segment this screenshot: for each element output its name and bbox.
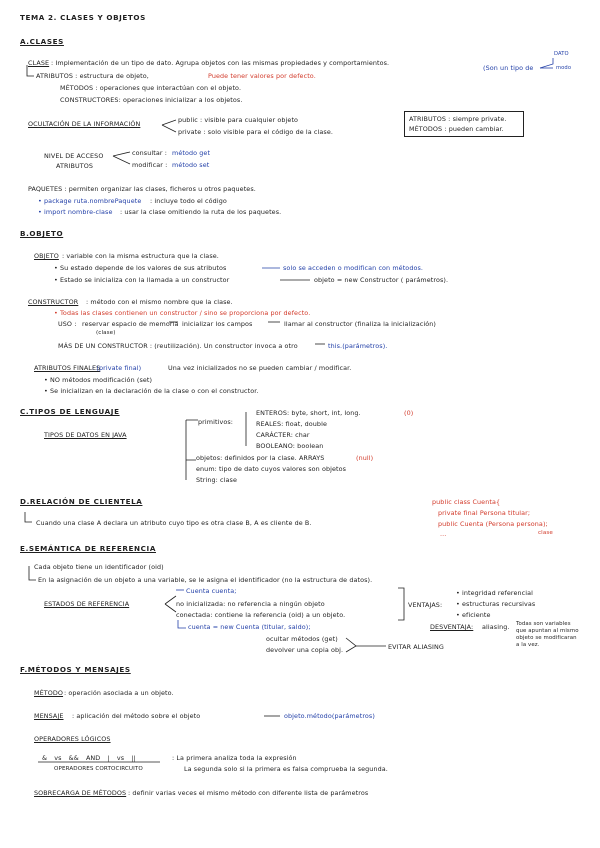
caracter: CARÁCTER: char	[256, 431, 310, 439]
sobrecarga-definition: : definir varias veces el mismo método con diferente lista de parámetros	[128, 789, 369, 797]
objeto-definition: : variable con la misma estructura que la clase.	[62, 252, 219, 260]
box-line-1: ATRIBUTOS : siempre private.	[409, 115, 507, 123]
section-c-heading: C.TIPOS DE LENGUAJE	[20, 407, 120, 416]
estado-1: • Su estado depende de los valores de sus atributos	[54, 264, 227, 272]
constructor-label: CONSTRUCTOR	[28, 298, 79, 306]
op-line-2: La segunda solo si la primera es falsa comprueba la segunda.	[184, 765, 388, 773]
finales-bullet-2: • Se inicializan en la declaración de la clase o con el constructor.	[44, 387, 259, 395]
finales-type: : (private final)	[92, 364, 142, 372]
no-inicializada: no inicializada: no referencia a ningún objeto	[176, 600, 325, 608]
import-code-text: import nombre-clase	[44, 208, 113, 216]
desventaja-label: DESVENTAJA:	[430, 623, 474, 631]
mas-de-uno: MÁS DE UN CONSTRUCTOR : (reutilización). Un constructor invoca a otro	[58, 342, 298, 350]
ventajas-label: VENTAJAS:	[408, 601, 443, 609]
mensaje-definition: : aplicación del método sobre el objeto	[72, 712, 201, 720]
atributos-line: ATRIBUTOS : estructura de objeto,	[36, 72, 149, 80]
ventaja-1: • integridad referencial	[456, 589, 534, 597]
aliasing-note-3: objeto se modificaran	[516, 635, 577, 641]
objetos-default: (null)	[356, 454, 374, 462]
conectada: conectada: contiene la referencia (oid) a un objeto.	[176, 611, 346, 619]
ocultar-metodos: ocultar métodos (get)	[266, 635, 338, 643]
constructor-note: • Todas las clases contienen un constructor / sino se proporciona por defecto.	[54, 309, 311, 317]
constructor-definition: : método con el mismo nombre que la clase.	[86, 298, 233, 306]
metodo-definition: : operación asociada a un objeto.	[64, 689, 174, 697]
metodo-set: método set	[172, 161, 210, 169]
ops-symbols: & vs && AND | vs ||	[42, 754, 136, 762]
aliasing-note-4: a la vez.	[516, 642, 540, 648]
uso-label: USO :	[58, 320, 77, 328]
finales-definition: Una vez inicializados no se pueden cambiar / modificar.	[168, 364, 352, 372]
finales-label: ATRIBUTOS FINALES	[34, 364, 101, 372]
reales: REALES: float, double	[256, 420, 327, 428]
uso-llamar: llamar al constructor (finaliza la inicialización)	[284, 320, 436, 328]
op-line-1: : La primera analiza toda la expresión	[172, 754, 297, 762]
ventaja-2: • estructuras recursivas	[456, 600, 536, 608]
estado-1-note: solo se acceden o modifican con métodos.	[283, 264, 424, 272]
clase-aside: (Son un tipo de	[483, 64, 534, 72]
atributos-word: ATRIBUTOS	[56, 162, 94, 170]
clase-definition: : Implementación de un tipo de dato. Agrupa objetos con las mismas propiedades y comportamientos.	[51, 59, 390, 67]
public-line: public : visible para cualquier objeto	[178, 116, 299, 124]
brace-ocultacion	[162, 120, 176, 132]
section-d-heading: D.RELACIÓN DE CLIENTELA	[20, 497, 143, 506]
objetos-line: objetos: definidos por la clase. ARRAYS	[196, 454, 325, 462]
devolver-copia: devolver una copia obj.	[266, 646, 344, 654]
evitar-aliasing: EVITAR ALIASING	[388, 643, 444, 651]
constructor-note-text: Todas las clases contienen un constructor / sino se proporciona por defecto.	[60, 309, 311, 317]
section-f-heading: F.MÉTODOS Y MENSAJES	[20, 665, 131, 674]
package-code-text: package ruta.nombrePaquete	[44, 197, 142, 205]
package-text: : incluye todo el código	[150, 197, 227, 205]
mensaje-label: MENSAJE	[34, 712, 64, 720]
code-line-3-clase: clase	[538, 530, 553, 536]
import-code: • import nombre-clase	[38, 208, 113, 216]
clientela-text: Cuando una clase A declara un atributo cuyo tipo es otra clase B, A es cliente de B.	[36, 519, 312, 527]
code-line-1: public class Cuenta{	[432, 498, 501, 506]
section-b-heading: B.OBJETO	[20, 229, 64, 238]
enteros-default: (0)	[404, 409, 414, 417]
box-line-2: MÉTODOS : pueden cambiar.	[409, 125, 504, 133]
asignacion-line: En la asignación de un objeto a una variable, se le asigna el identificador (no la estructura de datos).	[38, 576, 373, 584]
enteros: ENTEROS: byte, short, int, long.	[256, 409, 361, 417]
primitivos-label: primitivos:	[198, 418, 234, 426]
paquetes-line: PAQUETES : permiten organizar las clases, ficheros u otros paquetes.	[28, 185, 256, 193]
metodo-get: método get	[172, 149, 211, 157]
aliasing-word: aliasing.	[482, 623, 510, 631]
brace-ventajas	[398, 588, 404, 620]
ops-caption: OPERADORES CORTOCIRCUITO	[54, 766, 143, 772]
metodo-label: MÉTODO	[34, 689, 64, 697]
clase-label: CLASE	[28, 59, 50, 67]
atributos-note: Puede tener valores por defecto.	[208, 72, 316, 80]
code-line-2: private final Persona titular;	[438, 509, 531, 517]
package-code: • package ruta.nombrePaquete	[38, 197, 142, 205]
booleano: BOOLEANO: boolean	[256, 442, 324, 450]
aliasing-note-2: que apuntan al mismo	[516, 628, 579, 634]
modificar-label: modificar :	[132, 161, 168, 169]
operadores-label: OPERADORES LÓGICOS	[34, 735, 111, 743]
consultar-label: consultar :	[132, 149, 167, 157]
section-e-heading: E.SEMÁNTICA DE REFERENCIA	[20, 544, 156, 553]
modo-label: modo	[556, 65, 572, 71]
enum-line: enum: tipo de dato cuyos valores son objetos	[196, 465, 347, 473]
uso-text: reservar espacio de memoria	[82, 320, 179, 328]
code-line-4: ...	[440, 530, 447, 538]
ventaja-3: • eficiente	[456, 611, 491, 619]
estado-2-code: objeto = new Constructor ( parámetros).	[314, 276, 449, 284]
sobrecarga-label: SOBRECARGA DE MÉTODOS	[34, 789, 127, 797]
metodos-line: MÉTODOS : operaciones que interactúan con el objeto.	[60, 84, 242, 92]
dato-tipo: DATO	[554, 51, 569, 57]
arrow-dato	[540, 58, 553, 68]
page-title: TEMA 2. CLASES Y OBJETOS	[20, 13, 146, 22]
oid-line: Cada objeto tiene un identificador (oid)	[34, 563, 164, 571]
code-line-3: public Cuenta (Persona persona);	[438, 520, 548, 528]
arrow-cuenta-new	[178, 620, 186, 628]
estados-label: ESTADOS DE REFERENCIA	[44, 600, 130, 608]
section-a-heading: A.CLASES	[20, 37, 64, 46]
aliasing-note-1: Todas son variables	[516, 621, 571, 627]
import-text: : usar la clase omitiendo la ruta de los paquetes.	[120, 208, 282, 216]
tipos-java: TIPOS DE DATOS EN JAVA	[44, 431, 127, 439]
objeto-label: OBJETO	[34, 252, 59, 260]
this-code: this.(parámetros).	[328, 342, 388, 350]
string-line: String: clase	[196, 476, 238, 484]
finales-bullet-1: • NO métodos modificación (set)	[44, 376, 153, 384]
atributos-metodos-box	[404, 111, 524, 137]
nivel-acceso-label: NIVEL DE ACCESO	[44, 152, 104, 160]
constructores-line: CONSTRUCTORES: operaciones inicializar a los objetos.	[60, 96, 243, 104]
uso-clase: (clase)	[96, 330, 116, 336]
brace-nivel-acceso	[113, 152, 130, 164]
cuenta-new: cuenta = new Cuenta (titular, saldo);	[188, 623, 311, 631]
arrow-clientela	[25, 512, 32, 522]
uso-init: inicializar los campos	[182, 320, 253, 328]
brace-evitar	[346, 638, 356, 652]
mensaje-code: objeto.método(parámetros)	[284, 712, 375, 720]
ocultacion-label: OCULTACIÓN DE LA INFORMACIÓN	[28, 120, 141, 128]
estado-2: • Estado se inicializa con la llamada a un constructor	[54, 276, 230, 284]
cuenta-decl: Cuenta cuenta;	[186, 587, 237, 595]
brace-estados	[165, 596, 176, 612]
private-line: private : solo visible para el código de la clase.	[178, 128, 334, 136]
